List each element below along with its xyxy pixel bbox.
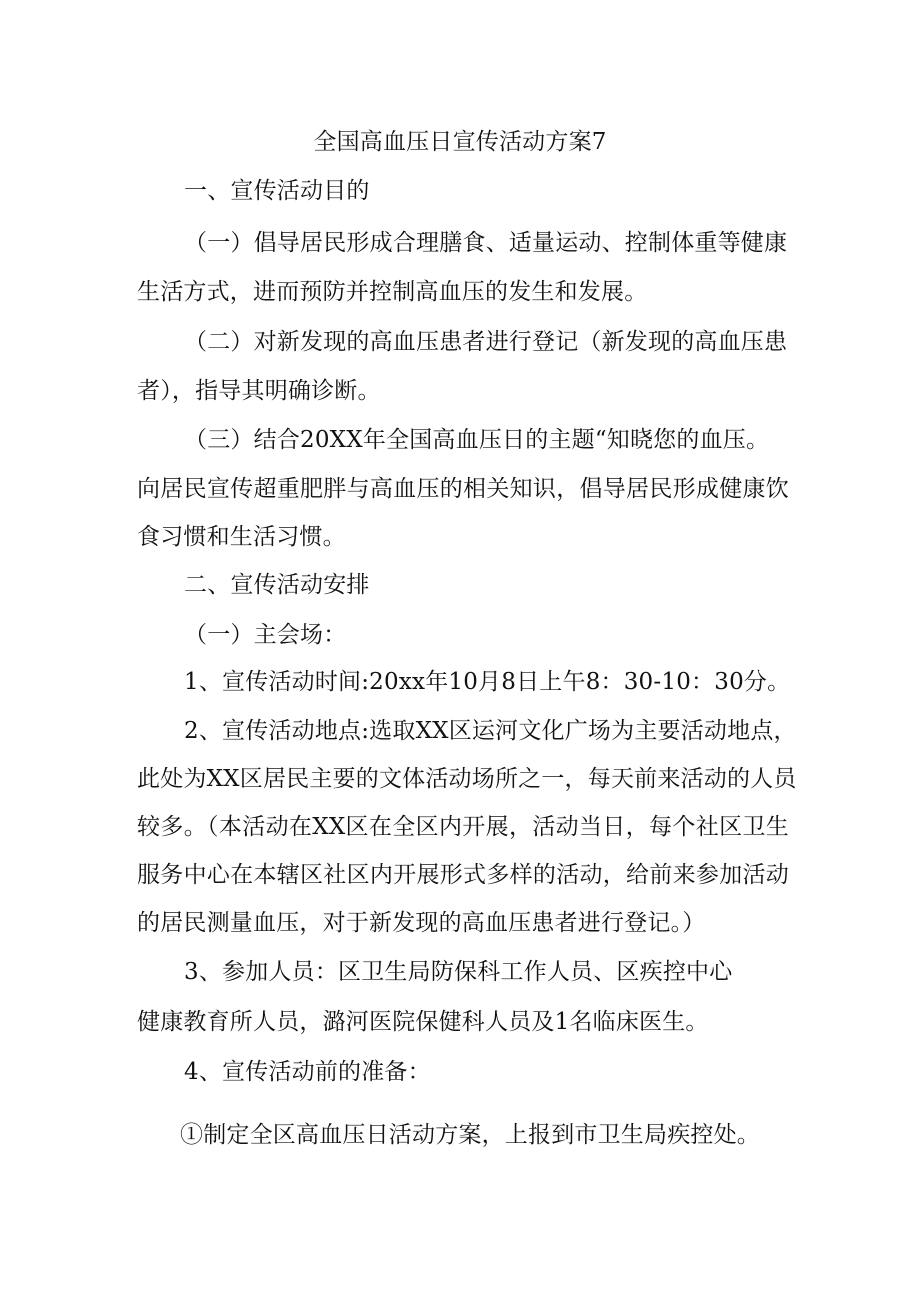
section-heading-arrangement: 二、宣传活动安排 [184, 572, 370, 598]
paragraph-line: （二）对新发现的高血压患者进行登记（新发现的高血压患 [184, 329, 788, 355]
paragraph-line: 生活方式，进而预防并控制高血压的发生和发展。 [137, 279, 648, 305]
paragraph-line: 服务中心在本辖区社区内开展形式多样的活动，给前来参加活动 [137, 862, 789, 888]
paragraph-line: 此处为XX区居民主要的文体活动场所之一，每天前来活动的人员 [137, 766, 797, 792]
paragraph-line: 食习惯和生活习惯。 [137, 524, 346, 550]
paragraph-line: （三）结合20XX年全国高血压日的主题“知晓您的血压。 [184, 427, 770, 453]
document-title: 全国高血压日宣传活动方案7 [313, 129, 607, 155]
section-heading-purpose: 一、宣传活动目的 [184, 178, 370, 204]
list-subitem: ①制定全区高血压日活动方案，上报到市卫生局疾控处。 [180, 1122, 760, 1148]
list-item: 2、宣传活动地点:选取XX区运河文化广场为主要活动地点， [184, 718, 797, 744]
list-item: 1、宣传活动时间:20xx年10月8日上午8：30-10：30分。 [184, 669, 791, 695]
paragraph-line: 向居民宣传超重肥胖与高血压的相关知识，倡导居民形成健康饮 [137, 476, 789, 502]
subsection-heading: （一）主会场： [184, 622, 347, 648]
paragraph-line: 健康教育所人员，潞河医院保健科人员及1名临床医生。 [137, 1009, 709, 1035]
paragraph-line: （一）倡导居民形成合理膳食、适量运动、控制体重等健康 [184, 230, 788, 256]
paragraph-line: 较多。（本活动在XX区在全区内开展，活动当日，每个社区卫生 [137, 814, 789, 840]
paragraph-line: 者），指导其明确诊断。 [137, 378, 381, 404]
list-item: 4、宣传活动前的准备： [184, 1059, 431, 1085]
list-item: 3、参加人员：区卫生局防保科工作人员、区疾控中心 [184, 959, 733, 985]
paragraph-line: 的居民测量血压，对于新发现的高血压患者进行登记。） [137, 910, 706, 936]
